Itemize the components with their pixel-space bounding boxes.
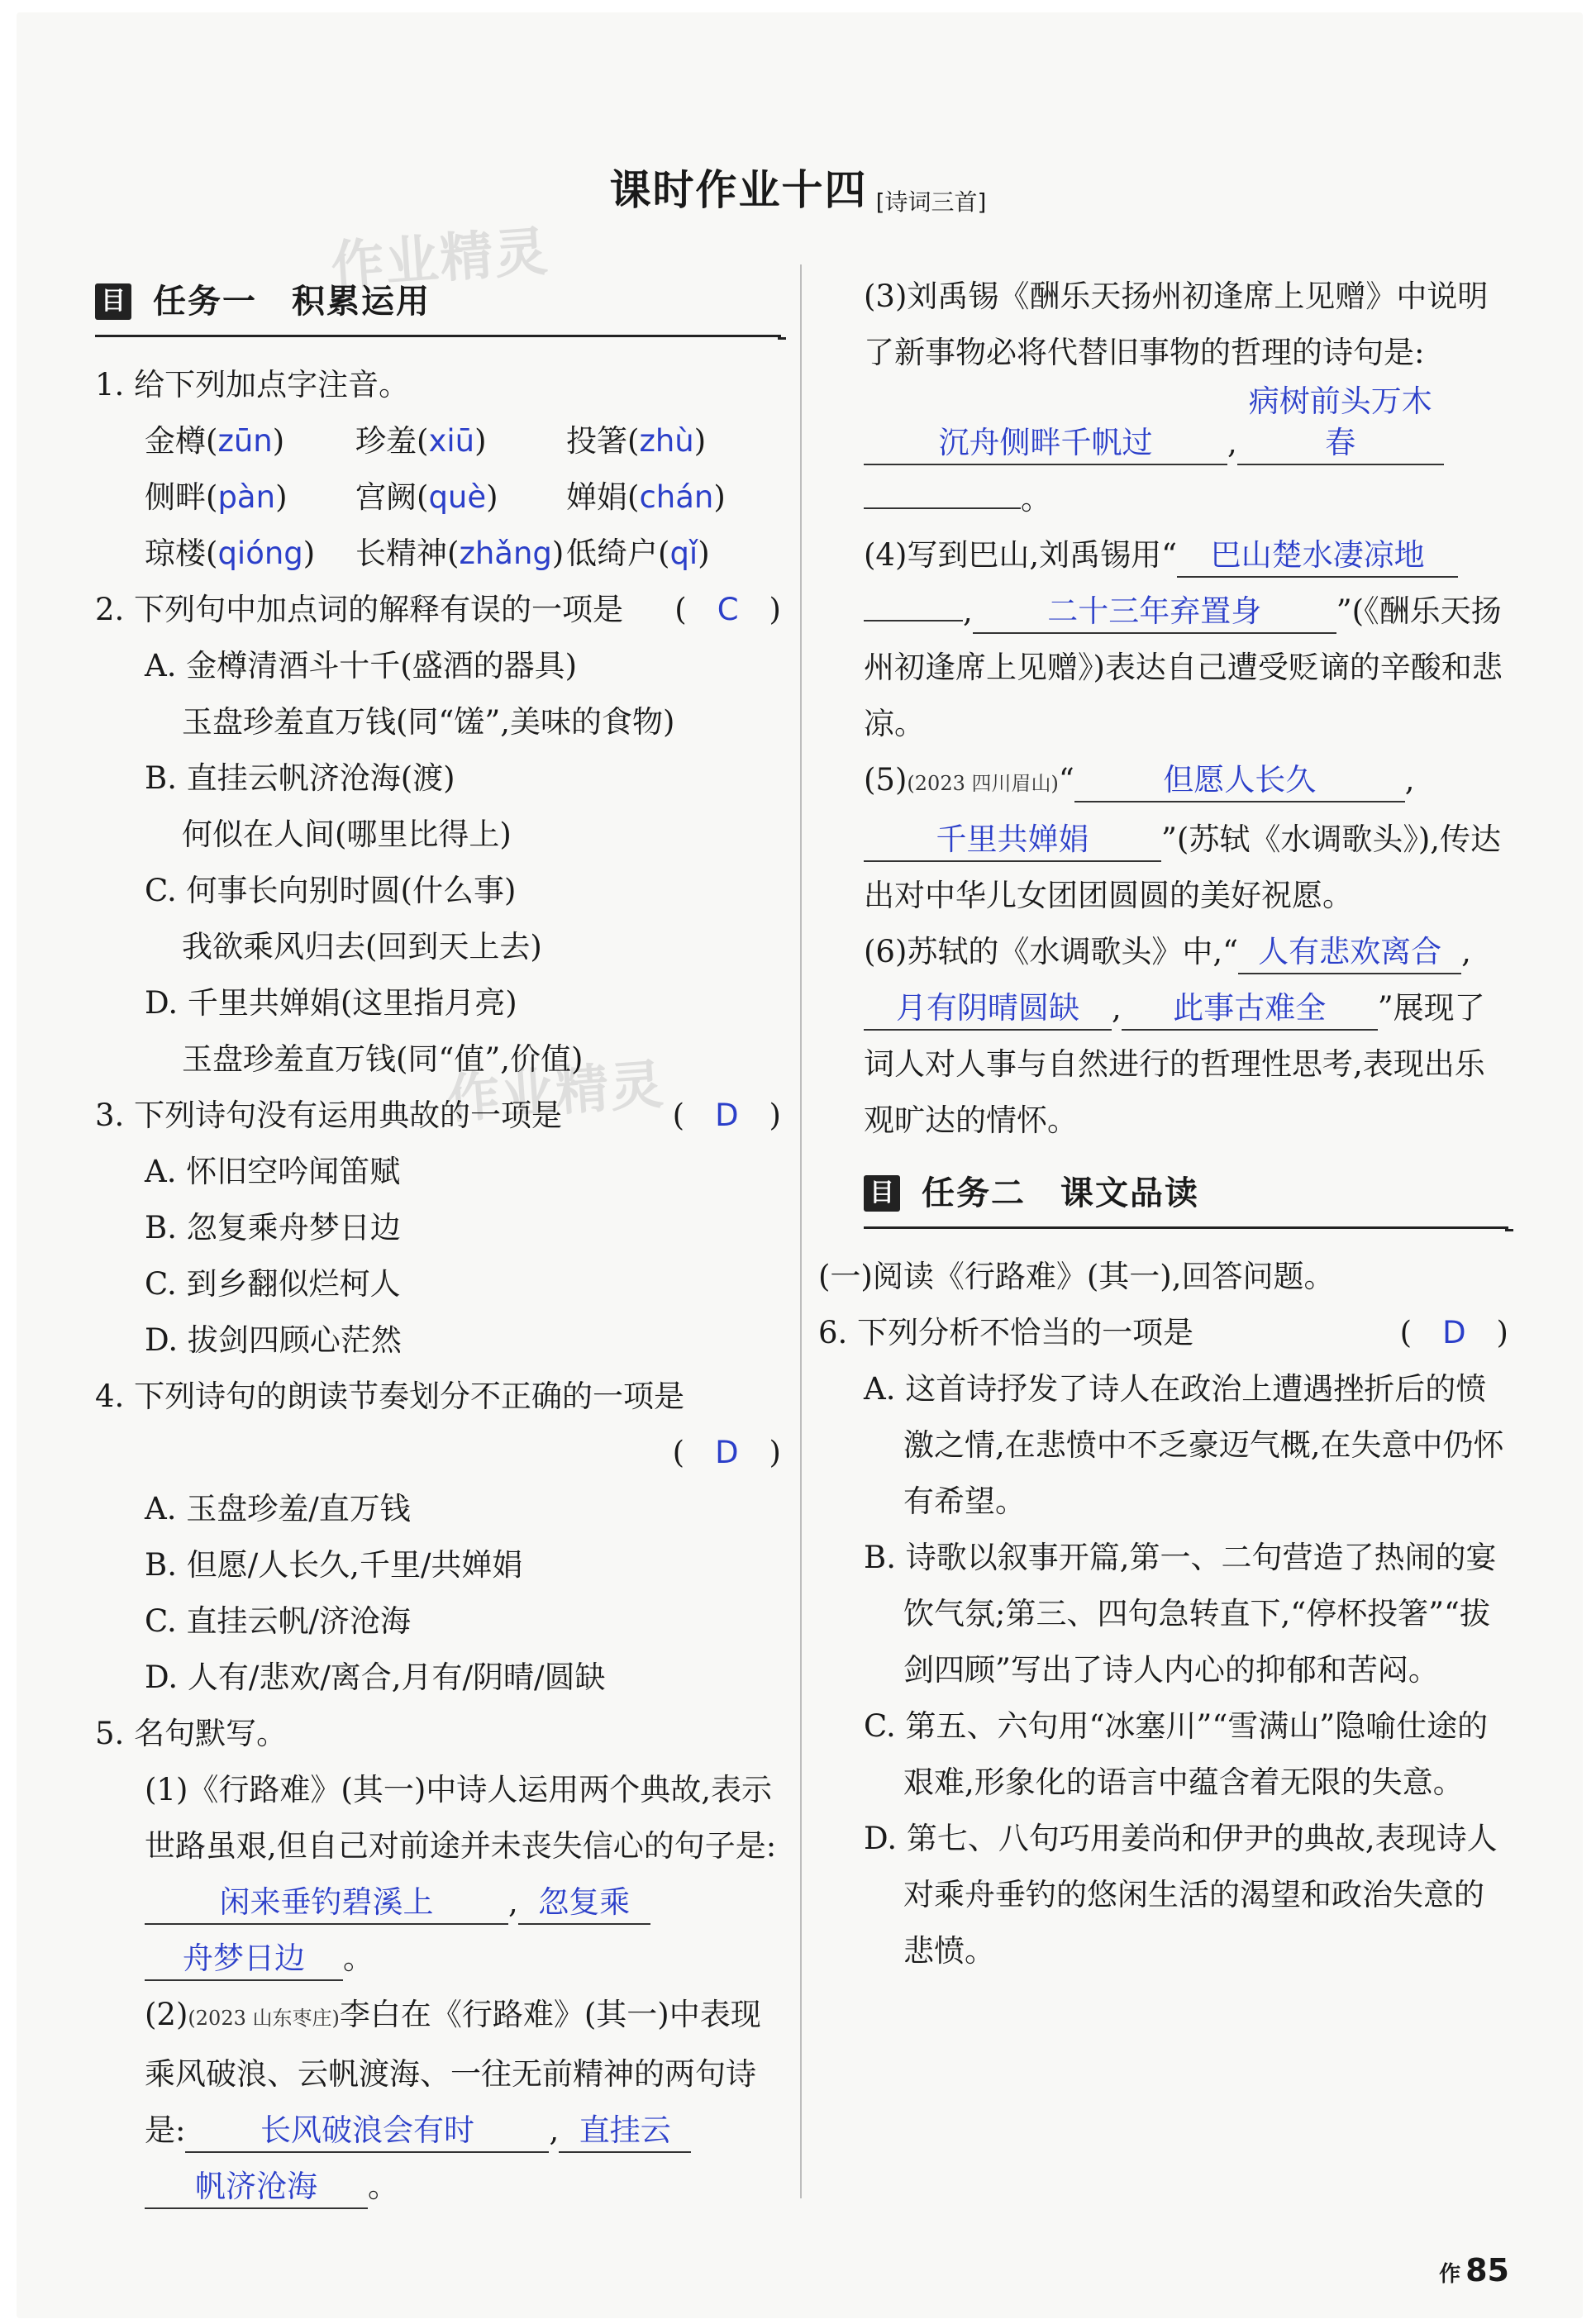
answer-blank: 直挂云 bbox=[559, 2110, 691, 2153]
option: B. 直挂云帆济沧海(渡) bbox=[145, 760, 455, 796]
answer-blank-tail bbox=[864, 620, 963, 621]
answer-text: zūn bbox=[217, 423, 273, 459]
question-5-stem: 5. 名句默写。 bbox=[95, 1716, 288, 1751]
answer-text: zhǎng bbox=[459, 536, 552, 571]
question-6-stem: 6. 下列分析不恰当的一项是 ( D ) bbox=[818, 1315, 1508, 1350]
answer-blank: 沉舟侧畔千帆过 bbox=[864, 422, 1227, 465]
option: 何似在人间(哪里比得上) bbox=[182, 817, 512, 852]
answer-blank: 人有悲欢离合 bbox=[1238, 931, 1461, 974]
answer-blank: 闲来垂钓碧溪上 bbox=[145, 1882, 508, 1925]
question-3-stem: 3. 下列诗句没有运用典故的一项是 ( D ) bbox=[95, 1098, 781, 1133]
fill-blank-item: (6)苏轼的《水调歌头》中,“ 人有悲欢离合 , 月有阴晴圆缺 , 此事古难全 ”展现了词人对人事与自然进行的哲理性思考,表现出乐观旷达的情怀。 bbox=[864, 924, 1508, 1149]
option: C. 到乡翻似烂柯人 bbox=[145, 1266, 401, 1302]
answer-blank: 舟梦日边 bbox=[145, 1938, 343, 1981]
answer-choice: D bbox=[715, 1098, 739, 1133]
answer-blank: 月有阴晴圆缺 bbox=[864, 988, 1112, 1031]
option: 我欲乘风归去(回到天上去) bbox=[182, 929, 542, 964]
answer-blank: 巴山楚水凄凉地 bbox=[1177, 535, 1458, 578]
fill-blank-item: (3)刘禹锡《酬乐天扬州初逢席上见赠》中说明了新事物必将代替旧事物的哲理的诗句是:沉舟侧畔千帆过 ,病树前头万木春 。 bbox=[864, 279, 1489, 517]
book-icon: 目 bbox=[864, 1175, 900, 1212]
option: D. 千里共婵娟(这里指月亮) bbox=[145, 985, 517, 1021]
answer-blank: 长风破浪会有时 bbox=[185, 2110, 549, 2153]
page-header bbox=[0, 157, 1596, 217]
answer-text: pàn bbox=[217, 479, 276, 515]
left-column bbox=[95, 269, 781, 2215]
pinyin-grid bbox=[95, 413, 781, 582]
option: B. 但愿/人长久,千里/共婵娟 bbox=[145, 1547, 523, 1583]
book-icon: 目 bbox=[95, 283, 131, 320]
page-number: 作 85 bbox=[1439, 2252, 1509, 2288]
option: A. 这首诗抒发了诗人在政治上遭遇挫折后的愤激之情,在悲愤中不乏豪迈气概,在失意中仍怀有希望。 bbox=[864, 1371, 1504, 1519]
answer-text: què bbox=[428, 479, 487, 515]
answer-text: qǐ bbox=[669, 536, 698, 571]
option: A. 怀旧空吟闻笛赋 bbox=[145, 1154, 401, 1189]
page-title: 课时作业十四 bbox=[609, 166, 868, 214]
answer-text: qióng bbox=[217, 536, 303, 571]
answer-text: zhù bbox=[639, 423, 694, 459]
watermark-logo: 作业精灵 bbox=[329, 221, 551, 298]
option: 玉盘珍羞直万钱(同“馐”,美味的食物) bbox=[182, 704, 675, 740]
section-header bbox=[95, 269, 781, 337]
answer-blank: 忽复乘 bbox=[518, 1882, 650, 1925]
answer-blank-tail bbox=[864, 507, 1021, 509]
section-title: 任务二 课文品读 bbox=[922, 1174, 1199, 1212]
option: B. 诗歌以叙事开篇,第一、二句营造了热闹的宴饮气氛;第三、四句急转直下,“停杯投箸”“拔剑四顾”写出了诗人内心的抑郁和苦闷。 bbox=[864, 1540, 1497, 1688]
pinyin-row: 侧畔(pàn) 宫阙(què) 婵娟(chán) bbox=[145, 479, 726, 515]
answer-blank: 二十三年弃置身 bbox=[973, 591, 1336, 634]
answer-blank: 病树前头万木春 bbox=[1237, 381, 1444, 465]
section-header bbox=[864, 1160, 1508, 1229]
pinyin-row: 金樽(zūn) 珍羞(xiū) 投箸(zhù) bbox=[145, 423, 707, 459]
fill-blank-item: (1)《行路难》(其一)中诗人运用两个典故,表示世路虽艰,但自己对前途并未丧失信心的句子是:闲来垂钓碧溪上 , 忽复乘 舟梦日边 。 bbox=[95, 1762, 781, 1987]
fill-blank-item: (2)(2023 山东枣庄)李白在《行路难》(其一)中表现乘风破浪、云帆渡海、一往无前精神的两句诗是: 长风破浪会有时 , 直挂云 帆济沧海 。 bbox=[95, 1987, 781, 2215]
answer-blank: 帆济沧海 bbox=[145, 2166, 368, 2209]
option: D. 人有/悲欢/离合,月有/阴晴/圆缺 bbox=[145, 1660, 606, 1695]
answer-text: xiū bbox=[428, 423, 475, 459]
answer-blank: 千里共婵娟 bbox=[864, 819, 1161, 862]
fill-blank-item: (4)写到巴山,刘禹锡用“ 巴山楚水凄凉地 , 二十三年弃置身 ”(《酬乐天扬州初逢席上见赠》)表达自己遭受贬谪的辛酸和悲凉。 bbox=[864, 527, 1508, 752]
column-divider bbox=[800, 264, 802, 2198]
answer-blank: 此事古难全 bbox=[1122, 988, 1378, 1031]
option: B. 忽复乘舟梦日边 bbox=[145, 1210, 401, 1245]
answer-choice: D bbox=[715, 1435, 739, 1470]
option: A. 金樽清酒斗十千(盛酒的器具) bbox=[145, 648, 578, 683]
answer-paren: ( D ) bbox=[672, 1435, 781, 1470]
source-note: (2023 四川眉山) bbox=[907, 772, 1059, 795]
right-column bbox=[818, 269, 1508, 1979]
fill-blank-item: (5)(2023 四川眉山)“ 但愿人长久 , 千里共婵娟 ”(苏轼《水调歌头》),传达出对中华儿女团团圆圆的美好祝愿。 bbox=[864, 752, 1508, 924]
answer-choice: C bbox=[717, 592, 739, 627]
source-note: (2023 山东枣庄) bbox=[188, 2007, 340, 2030]
watermark-logo: 作业精灵 bbox=[445, 1054, 667, 1131]
option: C. 直挂云帆/济沧海 bbox=[145, 1603, 411, 1639]
option: 玉盘珍羞直万钱(同“值”,价值) bbox=[182, 1041, 584, 1077]
title-tag: [诗词三首] bbox=[875, 188, 987, 216]
option: D. 第七、八句巧用姜尚和伊尹的典故,表现诗人对乘舟垂钓的悠闲生活的渴望和政治失意的悲愤。 bbox=[864, 1821, 1498, 1969]
question-2-stem: 2. 下列句中加点词的解释有误的一项是 ( C ) bbox=[95, 592, 781, 627]
section-title: 任务一 积累运用 bbox=[153, 283, 431, 321]
option: C. 何事长向别时圆(什么事) bbox=[145, 873, 517, 908]
answer-choice: D bbox=[1442, 1315, 1466, 1350]
question-4-stem: 4. 下列诗句的朗读节奏划分不正确的一项是 bbox=[95, 1379, 685, 1414]
option: C. 第五、六句用“冰塞川”“雪满山”隐喻仕途的艰难,形象化的语言中蕴含着无限的失意。 bbox=[864, 1708, 1489, 1800]
option: A. 玉盘珍羞/直万钱 bbox=[145, 1491, 411, 1526]
question-1-stem: 1. 给下列加点字注音。 bbox=[95, 367, 410, 402]
answer-blank: 但愿人长久 bbox=[1074, 760, 1405, 802]
reading-intro: (一)阅读《行路难》(其一),回答问题。 bbox=[818, 1259, 1335, 1294]
answer-text: chán bbox=[639, 479, 714, 515]
option: D. 拔剑四顾心茫然 bbox=[145, 1322, 402, 1358]
pinyin-row: 琼楼(qióng) 长精神(zhǎng) 低绮户(qǐ) bbox=[145, 536, 710, 571]
